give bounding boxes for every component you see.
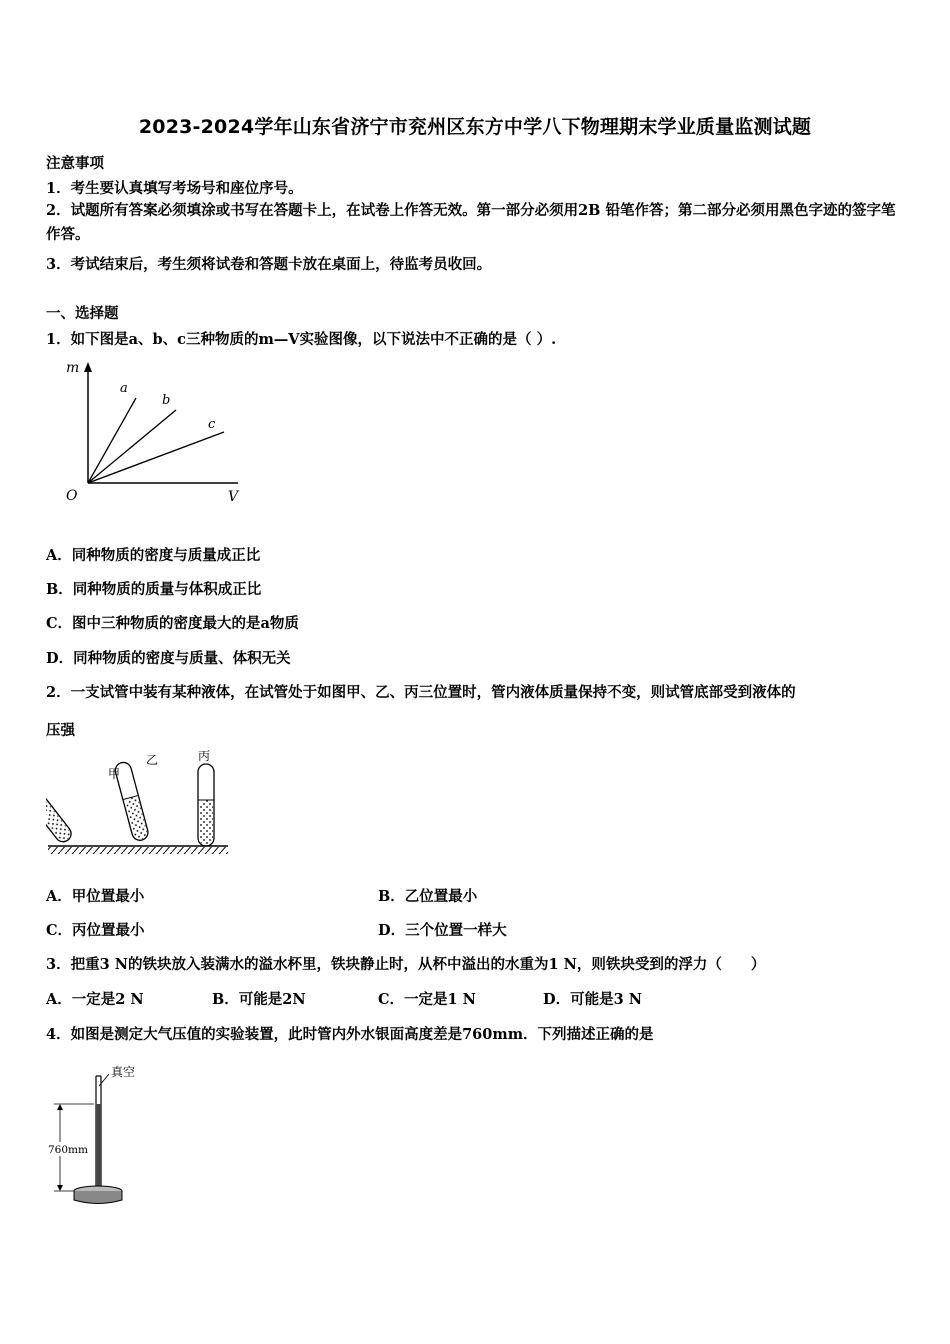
q1-option-c[interactable]: C．图中三种物质的密度最大的是a物质 <box>46 615 299 632</box>
q3-option-c[interactable]: C．一定是1 N <box>378 991 476 1008</box>
q2-test-tubes-figure <box>46 748 236 858</box>
q4-torricelli-figure <box>46 1060 156 1210</box>
x-axis-label: V <box>228 489 239 505</box>
y-axis-arrow <box>84 362 92 372</box>
notice-item-2: 2．试题所有答案必须填涂或书写在答题卡上，在试卷上作答无效。第一部分必须用2B 铅笔作答；第二部分必须用黑色字迹的签字笔作答。 <box>46 202 896 243</box>
ground-hatch <box>48 847 228 854</box>
q2-option-a[interactable]: A．甲位置最小 <box>46 888 145 905</box>
q2-stem-line1: 2．一支试管中装有某种液体，在试管处于如图甲、乙、丙三位置时，管内液体质量保持不变，则试管底部受到液体的 <box>46 684 796 701</box>
mercury-column <box>97 1104 100 1194</box>
q2-option-c[interactable]: C．丙位置最小 <box>46 922 145 939</box>
q2-stem-line2: 压强 <box>46 722 75 739</box>
line-c <box>88 432 224 483</box>
dim-arrowhead-bottom <box>57 1185 63 1191</box>
q4-stem: 4．如图是测定大气压值的实验装置，此时管内外水银面高度差是760mm．下列描述正确的是 <box>46 1026 654 1043</box>
origin-label: O <box>66 488 78 504</box>
q1-stem: 1．如下图是a、b、c三种物质的m—V实验图像，以下说法中不正确的是（ ）. <box>46 331 557 348</box>
tube-label-bing: 丙 <box>198 749 211 763</box>
q3-stem: 3．把重3 N的铁块放入装满水的溢水杯里，铁块静止时，从杯中溢出的水重为1 N，则铁块受到的浮力（ ） <box>46 956 766 973</box>
notice-heading: 注意事项 <box>46 155 104 172</box>
notice-item-1: 1．考生要认真填写考场号和座位序号。 <box>46 180 303 197</box>
tube-label-jia: 甲 <box>108 767 121 781</box>
q1-option-a[interactable]: A．同种物质的密度与质量成正比 <box>46 547 261 564</box>
q3-option-a[interactable]: A．一定是2 N <box>46 991 144 1008</box>
line-label-a: a <box>120 381 128 396</box>
tube-jia <box>46 748 74 845</box>
section-heading: 一、选择题 <box>46 305 119 322</box>
q3-option-d[interactable]: D．可能是3 N <box>543 991 642 1008</box>
line-label-b: b <box>162 393 171 408</box>
q2-option-b[interactable]: B．乙位置最小 <box>378 888 478 905</box>
mercury-dish <box>74 1191 122 1204</box>
line-b <box>88 410 176 483</box>
tube-label-yi: 乙 <box>146 753 159 767</box>
y-axis-label: m <box>66 360 80 376</box>
q1-mv-graph <box>58 358 258 508</box>
line-a <box>88 398 136 483</box>
q1-option-d[interactable]: D．同种物质的密度与质量、体积无关 <box>46 650 291 667</box>
tube-bing <box>198 764 214 846</box>
page-title: 2023-2024学年山东省济宁市兖州区东方中学八下物理期末学业质量监测试题 <box>138 116 812 138</box>
line-label-c: c <box>208 417 216 432</box>
vacuum-label: 真空 <box>111 1065 136 1079</box>
height-label: 760mm <box>48 1144 88 1156</box>
q2-option-d[interactable]: D．三个位置一样大 <box>378 922 507 939</box>
q1-option-b[interactable]: B．同种物质的质量与体积成正比 <box>46 581 262 598</box>
notice-item-3: 3．考试结束后，考生须将试卷和答题卡放在桌面上，待监考员收回。 <box>46 256 492 273</box>
dim-arrowhead-top <box>57 1104 63 1110</box>
q3-option-b[interactable]: B．可能是2N <box>212 991 306 1008</box>
